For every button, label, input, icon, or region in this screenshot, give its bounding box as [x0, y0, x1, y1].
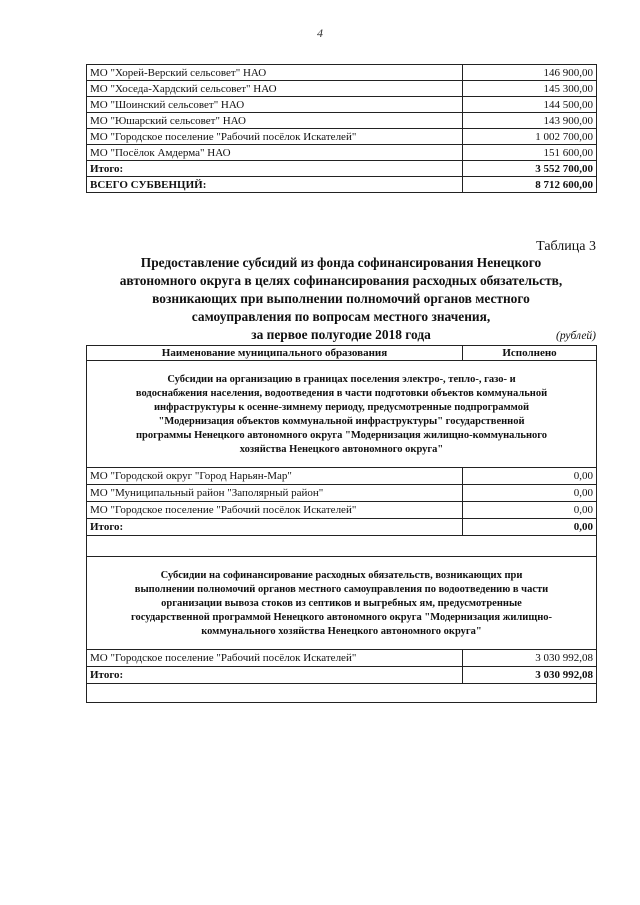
municipality-name: МО "Хоседа-Хардский сельсовет" НАО	[87, 81, 463, 97]
section-title-line: хозяйства Ненецкого автономного округа"	[239, 444, 444, 455]
subventions-table	[86, 64, 597, 193]
amount-value: 145 300,00	[463, 81, 597, 97]
amount-value: 151 600,00	[463, 145, 597, 161]
municipality-name: МО "Городское поселение "Рабочий посёлок Искателей"	[87, 650, 463, 667]
table-row	[87, 113, 597, 129]
table-row	[87, 650, 597, 667]
total-value: 3 552 700,00	[463, 161, 597, 177]
table-row	[87, 97, 597, 113]
column-header-value: Исполнено	[463, 346, 597, 361]
column-header-name: Наименование муниципального образования	[87, 346, 463, 361]
page-number: 4	[317, 26, 323, 40]
table-row	[87, 145, 597, 161]
spacer-cell	[87, 536, 597, 557]
total-value: 0,00	[463, 519, 597, 536]
total-label: Итого:	[87, 161, 463, 177]
total-label: Итого:	[87, 667, 463, 684]
section-title-line: инфраструктуры к осенне-зимнему периоду, предусмотренные подпрограммой	[153, 402, 529, 413]
table-header-row	[87, 346, 597, 361]
section-title-line: водоснабжения населения, водоотведения в части подготовки объектов коммунальной	[135, 388, 548, 399]
table-row	[87, 502, 597, 519]
section-title	[87, 557, 597, 650]
section-title	[87, 361, 597, 468]
amount-value: 146 900,00	[463, 65, 597, 81]
grand-total-label: ВСЕГО СУБВЕНЦИЙ:	[87, 177, 463, 193]
municipality-name: МО "Городское поселение "Рабочий посёлок Искателей"	[87, 502, 463, 519]
heading-line: за первое полугодие 2018 года	[251, 327, 431, 342]
subsidies-table	[86, 345, 597, 703]
amount-value: 0,00	[463, 468, 597, 485]
heading-line: самоуправления по вопросам местного значения,	[191, 309, 491, 324]
unit-label: (рублей)	[555, 330, 596, 342]
total-label: Итого:	[87, 519, 463, 536]
table-row	[87, 81, 597, 97]
section-title-line: Субсидии на софинансирование расходных обязательств, возникающих при	[160, 570, 523, 581]
section-title-row	[87, 557, 597, 650]
section-title-line: организации вывоза стоков из септиков и выгребных ям, предусмотренные	[161, 598, 522, 609]
amount-value: 143 900,00	[463, 113, 597, 129]
amount-value: 0,00	[463, 485, 597, 502]
spacer-row	[87, 536, 597, 557]
amount-value: 0,00	[463, 502, 597, 519]
spacer-row	[87, 684, 597, 703]
table-number-label: Таблица 3	[536, 239, 596, 254]
municipality-name: МО "Городское поселение "Рабочий посёлок Искателей"	[87, 129, 463, 145]
section-title-row	[87, 361, 597, 468]
table-row	[87, 485, 597, 502]
section-title-line: коммунального хозяйства Ненецкого автономного округа"	[201, 626, 482, 637]
municipality-name: МО "Хорей-Верский сельсовет" НАО	[87, 65, 463, 81]
municipality-name: МО "Посёлок Амдерма" НАО	[87, 145, 463, 161]
table-row	[87, 129, 597, 145]
section-title-line: выполнении полномочий органов местного самоуправления по водоотведению в части	[134, 584, 549, 595]
section-title-line: государственной программой Ненецкого автономного округа "Модернизация жилищно-	[130, 612, 552, 623]
section-title-line: Субсидии на организацию в границах поселения электро-, тепло-, газо- и	[167, 374, 516, 385]
municipality-name: МО "Муниципальный район "Заполярный район"	[87, 485, 463, 502]
grand-total-value: 8 712 600,00	[463, 177, 597, 193]
heading-line: автономного округа в целях софинансирования расходных обязательств,	[119, 273, 563, 288]
section-title-line: "Модернизация объектов коммунальной инфраструктуры" государственной	[158, 416, 525, 427]
table-row	[87, 468, 597, 485]
section-title-line: программы Ненецкого автономного округа "Модернизация жилищно-коммунального	[135, 430, 548, 441]
municipality-name: МО "Юшарский сельсовет" НАО	[87, 113, 463, 129]
total-row	[87, 519, 597, 536]
heading-line: Предоставление субсидий из фонда софинансирования Ненецкого	[140, 255, 542, 270]
amount-value: 3 030 992,08	[463, 650, 597, 667]
spacer-cell	[87, 684, 597, 703]
table-row	[87, 65, 597, 81]
total-row	[87, 161, 597, 177]
heading-line: возникающих при выполнении полномочий органов местного	[152, 291, 530, 306]
grand-total-row	[87, 177, 597, 193]
municipality-name: МО "Городской округ "Город Нарьян-Мар"	[87, 468, 463, 485]
total-row	[87, 667, 597, 684]
amount-value: 1 002 700,00	[463, 129, 597, 145]
total-value: 3 030 992,08	[463, 667, 597, 684]
municipality-name: МО "Шоинский сельсовет" НАО	[87, 97, 463, 113]
document-heading	[86, 236, 596, 344]
amount-value: 144 500,00	[463, 97, 597, 113]
